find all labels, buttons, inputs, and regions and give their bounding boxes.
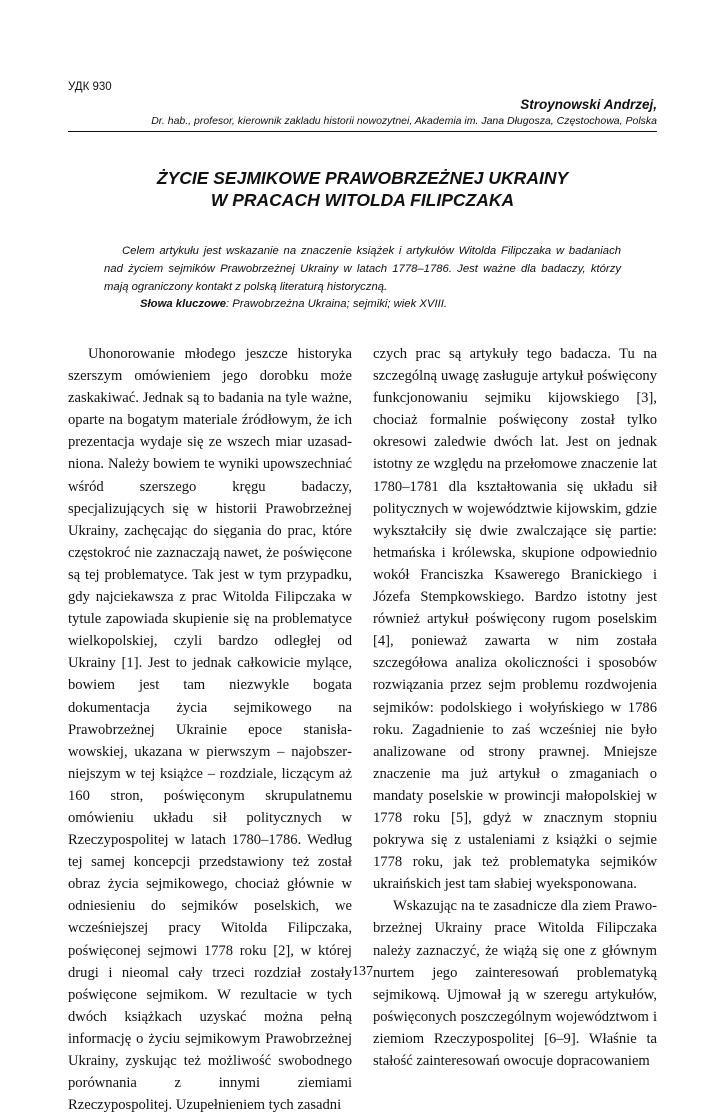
title-line-1: ŻYCIE SEJMIKOWE PRAWOBRZEŻNEJ UKRAINY xyxy=(156,168,569,188)
page-number: 137 xyxy=(352,964,373,979)
abstract xyxy=(104,243,621,314)
body-paragraph-1: Uhonorowanie młodego jeszcze historyka szerszym omówieniem jego dorobku może zaskakiwać. Jednak są to badania na tyle ważne, oparte na bogatym materiale źródłowym, że ich prezentacja wydaje się ze wszech miar uzasadniona. Należy bowiem te wyniki upowszechniać wśród szerszego kręgu badaczy, specjalizujących się w historii Prawobrzeżnej Ukrainy, zachęcając do sięgania do prac, które częstokroć nie zaznaczają nawet, że poświęcone są tej problematyce. Tak jest w tym przypadku, gdy najciekawsza z prac Witolda Filipczaka w tytule zapowiada skupienie się na problematyce wielkopolskiej, czyli bardzo odległej od Ukrainy [1]. Jest to jednak całkowicie mylące, bowiem jest tam niezwykle bogata dokumentacja życia sejmikowego na Prawobrzeżnej Ukrainie epoce stanisławowskiej, ukazana w pierwszym – najobszerniejszym w tej książce – rozdziale, liczącym aż 160 stron, poświęconym skrupulatnemu omówieniu układu sił politycznych w Rzeczypospolitej w latach 1780–1786. Według tej samej koncepcji przedstawiony też został obraz życia sejmikowego, chociaż głównie w odniesieniu do sejmików poselskich, we wcześniejszej pracy Witolda Filipczaka, poświęconej sejmowi 1778 roku [2], w której drugi i nieomal cały trzeci rozdział zostały poświęcone sejmikom. W rezultacie w tych dwóch książkach uzyskać można pełną informację o życiu sejmikowym Prawobrzeżnej Ukrainy, zyskując też możliwość swobodnego porównania z innymi ziemiami Rzeczypospolitej. Uzupełnieniem tych zasadni xyxy=(68,346,352,1114)
header-rule xyxy=(68,131,657,132)
body-column-right xyxy=(373,343,657,1072)
body-paragraph-2: Wskazując na te zasadnicze dla ziem Prawobrzeżnej Ukrainy prace Witolda Filipczaka należy zaznaczyć, że wiążą się one z głównym nurtem jego zainteresowań problematyką sejmikową. Ujmował ją w szeregu artykułów, poświęconych poszczególnym województwom i ziemiom Rzeczypospolitej [6–9]. Właśnie ta stałość zainteresowań owocuje dopracowaniem xyxy=(373,898,657,1069)
keywords-label: Słowa kluczowe xyxy=(140,298,227,311)
udk-code: УДК 930 xyxy=(68,81,112,93)
abstract-text: Celem artykułu jest wskazanie na znaczenie książek i artykułów Witolda Filipczaka w badaniach nad życiem sejmików Prawobrzeżnej Ukrainy w latach 1778–1786. Jest ważne dla badaczy, którzy mają ograniczony kontakt z polską literaturą historyczną. xyxy=(104,245,621,293)
body-column-left xyxy=(68,343,352,1116)
keywords-text: : Prawobrzeżna Ukraina; sejmiki; wiek XVIII. xyxy=(226,298,448,311)
keywords xyxy=(104,296,621,314)
author-name: Stroynowski Andrzej, xyxy=(520,97,657,112)
title-line-2: W PRACACH WITOLDA FILIPCZAKA xyxy=(210,190,515,210)
author-affiliation: Dr. hab., profesor, kierownik zakladu historii nowozytnei, Akademia im. Jana Długosza, Częstochowa, Polska xyxy=(151,115,657,127)
body-paragraph-1-continued: czych prac są artykuły tego badacza. Tu na szczególną uwagę zasługuje artykuł poświęcony funkcjonowaniu sejmiku kijowskiego [3], chociaż formalnie poświęcony został tylko okresowi zaledwie dwóch lat. Jest on jednak istotny ze względu na przełomowe znaczenie lat 1780–1781 dla kształtowania się układu sił politycznych w województwie kijowskim, gdzie wykształciły się dwie zwalczające się partie: hetmańska i królewska, skupione odpowiednio wokół Franciszka Ksawerego Branickiego i Józefa Stempkowskiego. Bardzo istotny jest również artykuł poświęcony rugom poselskim [4], ponieważ zawarta w nim została szczegółowa analiza okoliczności i sposobów rozwiązania przez sejm problemu rozdwojenia sejmików: podolskiego i wołyńskiego w 1786 roku. Zagadnienie to zaś wcześniej nie było analizowane od strony prawnej. Mniejsze znaczenie ma już artykuł o zmaganiach o mandaty poselskie w prowincji małopolskiej w 1778 roku [5], gdyż w znacznym stopniu pokrywa się z ustaleniami z książki o sejmie 1778 roku, jak też problematyka sejmików ukraińskich jest tam słabiej wyeksponowana. xyxy=(373,346,657,893)
article-title xyxy=(68,167,657,211)
